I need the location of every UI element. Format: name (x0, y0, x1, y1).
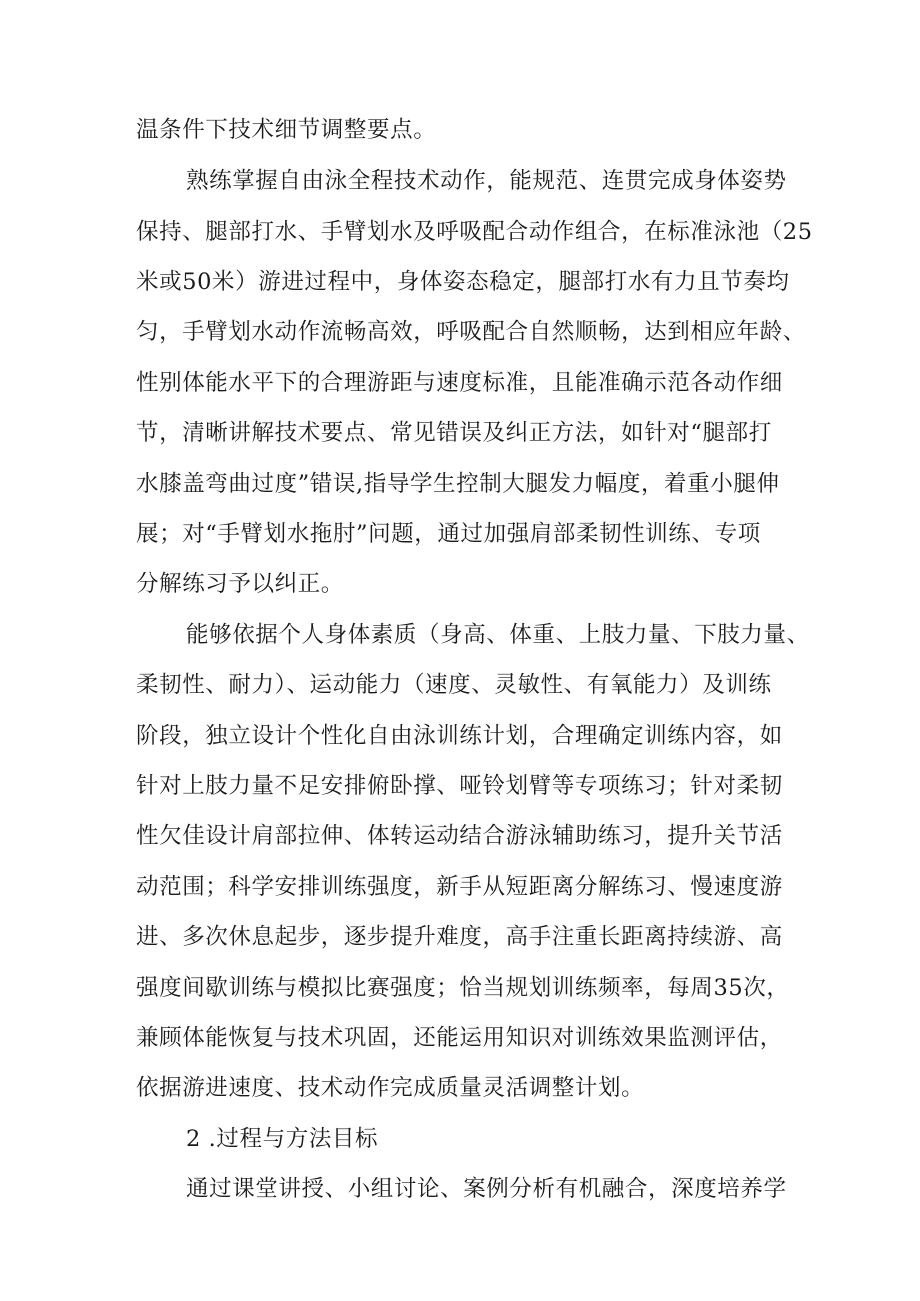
text-line-6: 性别体能水平下的合理游距与速度标准，且能准确示范各动作细 (136, 370, 783, 396)
text-line-7: 节，清晰讲解技术要点、常见错误及纠正方法，如针对“腿部打 (136, 420, 772, 446)
text-line-19: 兼顾体能恢复与技术巩固，还能运用知识对训练效果监测评估， (136, 1025, 783, 1051)
text-line-3: 保持、腿部打水、手臂划水及呼吸配合动作组合，在标准泳池（25 (136, 219, 813, 245)
text-line-10: 分解练习予以纠正。 (136, 571, 344, 597)
text-line-8: 水膝盖弯曲过度”错误,指导学生控制大腿发力幅度，着重小腿伸 (136, 471, 780, 497)
text-line-17: 进、多次休息起步，逐步提升难度，高手注重长距离持续游、高 (136, 924, 783, 950)
text-line-22: 通过课堂讲授、小组讨论、案例分析有机融合，深度培养学 (186, 1176, 787, 1202)
text-line-2: 熟练掌握自由泳全程技术动作，能规范、连贯完成身体姿势 (186, 168, 787, 194)
text-line-14: 针对上肢力量不足安排俯卧撑、哑铃划臂等专项练习；针对柔韧 (136, 773, 783, 799)
text-line-4: 米或50米）游进过程中，身体姿态稳定，腿部打水有力且节奏均 (136, 269, 790, 295)
text-line-18: 强度间歇训练与模拟比赛强度；恰当规划训练频率，每周35次， (136, 975, 790, 1001)
text-line-9: 展；对“手臂划水拖肘”问题，通过加强肩部柔韧性训练、专项 (136, 521, 761, 547)
text-line-11: 能够依据个人身体素质（身高、体重、上肢力量、下肢力量、 (186, 622, 810, 648)
text-line-12: 柔韧性、耐力）、运动能力（速度、灵敏性、有氧能力）及训练 (136, 672, 772, 698)
section-heading: 2 .过程与方法目标 (186, 1126, 379, 1152)
text-line-15: 性欠佳设计肩部拉伸、体转运动结合游泳辅助练习，提升关节活 (136, 823, 783, 849)
text-line-13: 阶段，独立设计个性化自由泳训练计划，合理确定训练内容，如 (136, 723, 783, 749)
text-line-1: 温条件下技术细节调整要点。 (136, 117, 437, 143)
text-line-20: 依据游进速度、技术动作完成质量灵活调整计划。 (136, 1075, 645, 1101)
text-line-16: 动范围；科学安排训练强度，新手从短距离分解练习、慢速度游 (136, 874, 783, 900)
text-line-5: 匀，手臂划水动作流畅高效，呼吸配合自然顺畅，达到相应年龄、 (136, 319, 806, 345)
